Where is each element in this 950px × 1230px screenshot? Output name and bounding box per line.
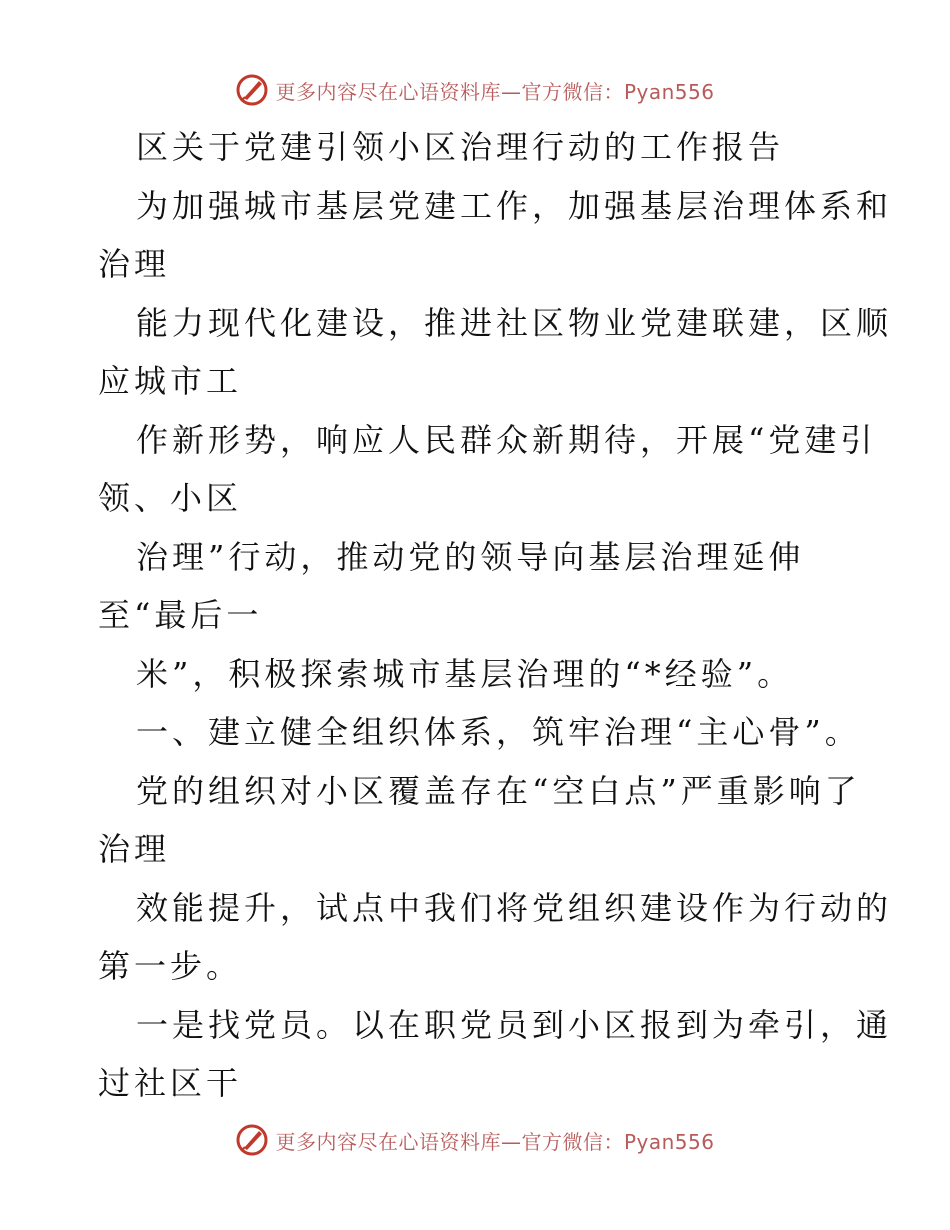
- text-line: 治理: [98, 830, 171, 868]
- text-line: 米”，积极探索城市基层治理的“*经验”。: [136, 654, 794, 693]
- text-line: 作新形势，响应人民群众新期待，开展“党建引: [136, 420, 877, 459]
- watermark-text: 更多内容尽在心语资料库—官方微信：Pyan556: [275, 79, 715, 104]
- text-line: 领、小区: [98, 479, 243, 517]
- document-body: [98, 118, 893, 1113]
- text-line: 治理”行动，推动党的领导向基层治理延伸: [136, 537, 805, 576]
- text-line: 一是找党员。以在职党员到小区报到为牵引，通: [136, 1005, 893, 1044]
- text-line: 能力现代化建设，推进社区物业党建联建，区顺: [136, 303, 893, 342]
- watermark-text: 更多内容尽在心语资料库—官方微信：Pyan556: [275, 1129, 715, 1154]
- text-line: 过社区干: [98, 1064, 243, 1102]
- text-line: 为加强城市基层党建工作，加强基层治理体系和: [136, 186, 893, 225]
- header-watermark: [0, 70, 950, 110]
- quill-pen-logo-icon: [235, 73, 269, 107]
- footer-watermark: [0, 1120, 950, 1160]
- text-line: 一、建立健全组织体系，筑牢治理“主心骨”。: [136, 713, 861, 751]
- text-line: 治理: [98, 245, 171, 283]
- text-line: 应城市工: [98, 362, 243, 400]
- quill-pen-logo-icon: [235, 1123, 269, 1157]
- text-line: 第一步。: [98, 947, 243, 985]
- text-line: 区关于党建引领小区治理行动的工作报告: [136, 128, 785, 166]
- text-line: 党的组织对小区覆盖存在“空白点”严重影响了: [136, 771, 861, 810]
- text-line: 至“最后一: [98, 596, 263, 634]
- text-line: 效能提升，试点中我们将党组织建设作为行动的: [136, 888, 893, 927]
